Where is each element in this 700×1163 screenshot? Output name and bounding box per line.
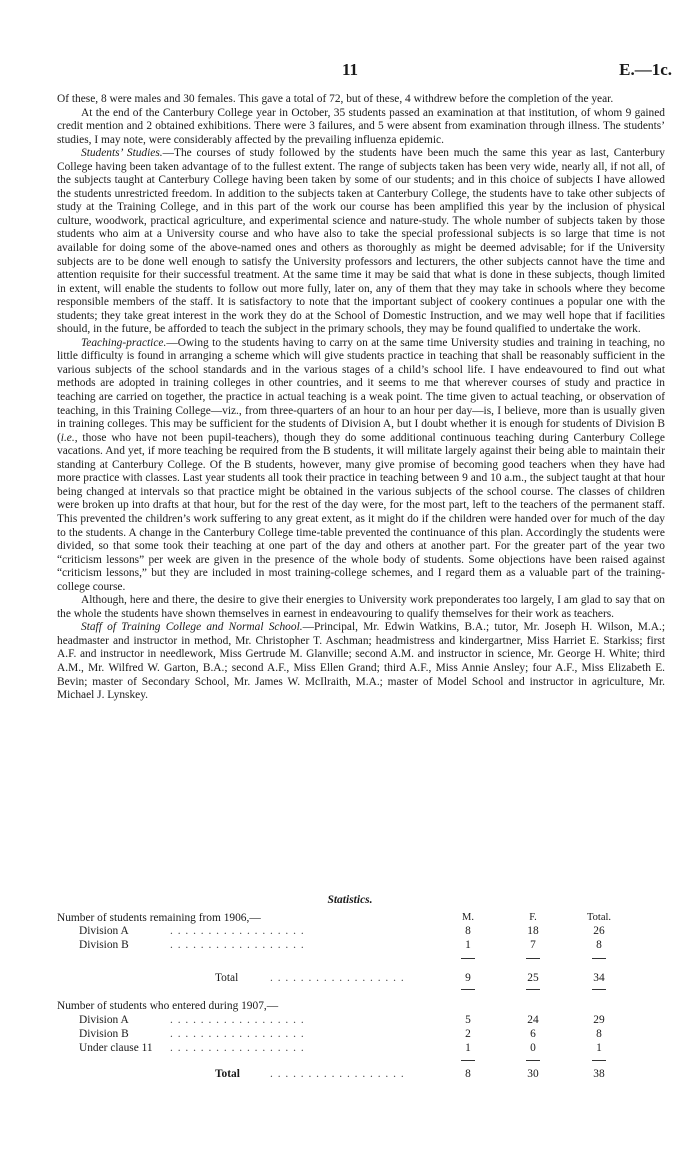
paragraph-teaching-practice xyxy=(57,337,665,594)
statistics-title: Statistics. xyxy=(327,894,373,906)
value-total: 26 xyxy=(593,925,605,937)
leader-dots: . . . . . . . . . . . . . . . . . . xyxy=(170,939,305,951)
paragraph-students-studies xyxy=(57,147,665,337)
sum-rule xyxy=(592,1060,606,1061)
row-label: Division B xyxy=(79,1028,129,1040)
total-f: 25 xyxy=(527,972,539,984)
row-label: Division A xyxy=(79,925,129,937)
staff-text: —Principal, Mr. Edwin Watkins, B.A.; tutor, Mr. Joseph H. Wilson, M.A.; headmaster and instructor in method, Mr. Christopher T. Aschman; headmistress and kindergartner, Miss Harriet E. Starkiss; first A.F. and instructor in needlework, Miss Gertrude M. Glanville; second A.M. and instructor in science, Mr. George H. White; third A.M., Mr. Wilfred W. Garton, B.A.; second A.F., Miss Ellen Grand; third A.F., Miss Annie Ansley; four A.F., Miss Elizabeth E. Bevin; master of Secondary School, Mr. James W. McIlraith, M.A.; master of Model School and instructor in agriculture, Mr. Michael J. Lynskey. xyxy=(57,621,665,702)
row-label: Division B xyxy=(79,939,129,951)
paragraph-although: Although, here and there, the desire to give their energies to University work preponderates too largely, I am glad to say that on the whole the students have shown themselves in earnest in endeavouring to qualify themselves for their work as teachers. xyxy=(57,594,665,620)
value-f: 18 xyxy=(527,925,539,937)
value-m: 2 xyxy=(465,1028,471,1040)
page-number: 11 xyxy=(341,60,359,79)
entered-group-row xyxy=(0,1000,700,1014)
value-m: 5 xyxy=(465,1014,471,1026)
sum-rule xyxy=(592,958,606,959)
section-heading-practice: Teaching-practice. xyxy=(81,336,167,349)
value-f: 0 xyxy=(530,1042,536,1054)
value-m: 8 xyxy=(465,925,471,937)
column-header-f: F. xyxy=(529,912,537,923)
total-m: 9 xyxy=(465,972,471,984)
practice-text-b: , those who have not been pupil-teachers), though they do some additional continuous teaching during Canterbury College vacations. And yet, if more teaching be required from the B students, it will militate largely against their being able to maintain their standing at Canterbury College. Of the B students, however, many give promise of becoming good teachers when they have had more practice with classes. Last year students all took their practice in teaching between 9 and 10 a.m., the subject taught at that hour being changed at intervals so that practice might be obtained in the various subjects of the school course. The classes of children were broken up into drafts at that hour, but for the rest of the day were, for the most part, left to the teachers of the permanent staff. This prevented the children’s work suffering to any great extent, as it might do if the children were handed over for much of the day to the students. A change in the Canterbury College time-table prevented the continuance of this plan. Accordingly the students were divided, so that some took their teaching at one part of the day and others at another part. For the greater part of the year two “criticism lessons” per week are given in the presence of the whole body of students. Some objections have been raised against “criticism lessons,” but they are included in most training-college schemes, and I regard them as a valuable part of the training-college course. xyxy=(57,431,665,593)
report-body xyxy=(57,93,665,703)
leader-dots: . . . . . . . . . . . . . . . . . . xyxy=(170,1042,305,1054)
sum-rule xyxy=(526,958,540,959)
value-total: 29 xyxy=(593,1014,605,1026)
remaining-group-label: Number of students remaining from 1906,— xyxy=(57,912,261,924)
sum-rule xyxy=(592,989,606,990)
total-m: 8 xyxy=(465,1068,471,1080)
paragraph-examination: At the end of the Canterbury College year in October, 35 students passed an examination at that institution, of whom 9 gained credit mention and 2 obtained exhibitions. There were 3 failures, and 5 were absent from examination through illness. The students’ studies, I may note, were considerably affected by the prevailing influenza epidemic. xyxy=(57,106,665,146)
total-total: 38 xyxy=(593,1068,605,1080)
total-label: Total xyxy=(215,972,239,984)
paragraph-staff xyxy=(57,621,665,702)
document-reference: E.—1c. xyxy=(619,60,672,79)
leader-dots: . . . . . . . . . . . . . . . . . . xyxy=(170,1028,305,1040)
studies-text: —The courses of study followed by the students have been much the same this year as last, Canterbury College having been taken advantage of to the fullest extent. The range of subjects taken has been very wide, nearly all, if not all, of the subjects taught at Canterbury College having been taken by some of our students; and in this choice of subjects I have allowed the students unrestricted freedom. In addition to the subjects taken at Canterbury College, the students have to take other subjects of study at the Training College, and in this part of the work our course has been amplified this year by the inclusion of physical culture, woodwork, practical agriculture, and experimental science and nature-study. The whole number of subjects taken by those students who aim at a University course and who have also to take the special professional subjects is so large that time is not available for doing some of the above-named ones and others as thoroughly as might be deemed advisable; for if the University subjects are to be done well enough to satisfy the University professors and lecturers, the other subjects cannot have the time and attention requisite for their successful treatment. At the same time it may be said that what is done in these subjects, though limited in extent, will enable the students to follow out more fully, later on, any of them that they may take in schools where they become responsible members of the staff. It is satisfactory to note that the important subject of cookery continues a popular one with the students; they take great interest in the work they do at the School of Domestic Instruction, and we may well hope that if facilities should, in the future, be afforded to teach the subject in the primary schools, they may be found qualified to undertake the work. xyxy=(57,147,666,336)
total-row xyxy=(0,972,700,986)
value-f: 6 xyxy=(530,1028,536,1040)
total-f: 30 xyxy=(527,1068,539,1080)
statistics-header-row xyxy=(0,912,700,926)
value-total: 8 xyxy=(596,1028,602,1040)
column-header-total: Total. xyxy=(586,912,612,923)
sum-rule xyxy=(461,1060,475,1061)
section-heading-studies: Students’ Studies. xyxy=(81,147,163,160)
total-label: Total xyxy=(215,1068,240,1080)
entered-group-label: Number of students who entered during 1907,— xyxy=(57,1000,279,1012)
value-m: 1 xyxy=(465,1042,471,1054)
table-row xyxy=(0,1028,700,1042)
table-row xyxy=(0,1042,700,1056)
leader-dots: . . . . . . . . . . . . . . . . . . xyxy=(270,972,405,984)
column-header-m: M. xyxy=(462,912,474,923)
total-total: 34 xyxy=(593,972,605,984)
value-f: 24 xyxy=(527,1014,539,1026)
leader-dots: . . . . . . . . . . . . . . . . . . xyxy=(270,1068,405,1080)
sum-rule xyxy=(526,1060,540,1061)
value-total: 1 xyxy=(596,1042,602,1054)
leader-dots: . . . . . . . . . . . . . . . . . . xyxy=(170,1014,305,1026)
leader-dots: . . . . . . . . . . . . . . . . . . xyxy=(170,925,305,937)
row-label: Under clause 11 xyxy=(79,1042,153,1054)
value-m: 1 xyxy=(465,939,471,951)
table-row xyxy=(0,925,700,939)
paragraph-enrolment: Of these, 8 were males and 30 females. This gave a total of 72, but of these, 4 withdrew before the completion of the year. xyxy=(57,93,614,105)
sum-rule xyxy=(526,989,540,990)
table-row xyxy=(0,939,700,953)
sum-rule xyxy=(461,989,475,990)
value-total: 8 xyxy=(596,939,602,951)
value-f: 7 xyxy=(530,939,536,951)
practice-ie: i.e. xyxy=(60,431,75,444)
row-label: Division A xyxy=(79,1014,129,1026)
practice-text-a: —Owing to the students having to carry on at the same time University studies and training in teaching, no little difficulty is found in arranging a scheme which will give students practice in teaching that shall be reasonably sufficient in the various subjects of the school standards and in the various stages of a child’s school life. I have endeavoured to find out what methods are adopted in training colleges in other countries, and it seems to me that wherever courses of study and practice in teaching are carried on together, the practice in actual teaching is a weak point. The time given to actual teaching, or observation of teaching, in this Training College—viz., from three-quarters of an hour to an hour per day—is, I believe, more than is usually given in training colleges. This may be sufficient for the students of Division A, but I doubt whether it is enough for students of Division B ( xyxy=(57,336,665,444)
section-heading-staff: Staff of Training College and Normal School. xyxy=(81,621,303,634)
table-row xyxy=(0,1014,700,1028)
sum-rule xyxy=(461,958,475,959)
total-row xyxy=(0,1068,700,1082)
